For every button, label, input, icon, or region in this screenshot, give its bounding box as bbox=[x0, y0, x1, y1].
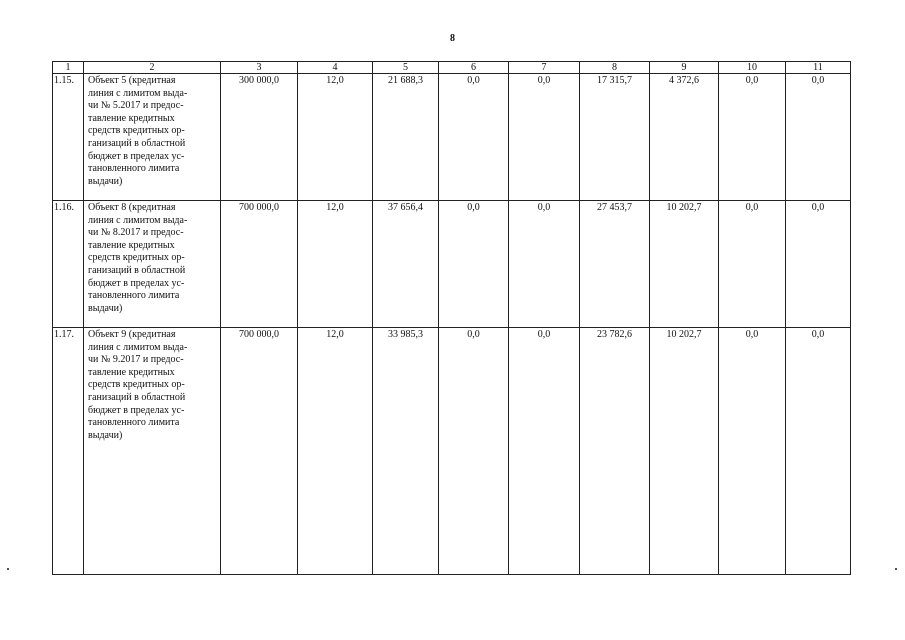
value-cell: 33 985,3 bbox=[373, 328, 439, 575]
value-cell: 300 000,0 bbox=[221, 74, 298, 201]
value-cell: 0,0 bbox=[439, 201, 509, 328]
value-cell: 0,0 bbox=[439, 328, 509, 575]
column-number-cell: 3 bbox=[221, 62, 298, 74]
scan-mark-right bbox=[895, 568, 897, 570]
column-number-cell: 7 bbox=[509, 62, 580, 74]
page-number: 8 bbox=[450, 33, 455, 44]
column-number-cell: 6 bbox=[439, 62, 509, 74]
value-cell: 0,0 bbox=[719, 74, 786, 201]
table-row bbox=[53, 74, 851, 201]
value-cell: 700 000,0 bbox=[221, 201, 298, 328]
column-number-cell: 8 bbox=[580, 62, 650, 74]
budget-table bbox=[52, 61, 851, 575]
object-description-cell: Объект 9 (кредитная линия с лимитом выда- чи № 9.2017 и предос- тавление кредитных средств кредитных ор- ганизаций в областной бюджет в пределах ус- тановленного лимита выдачи) bbox=[84, 328, 221, 575]
value-cell: 700 000,0 bbox=[221, 328, 298, 575]
value-cell: 21 688,3 bbox=[373, 74, 439, 201]
value-cell: 37 656,4 bbox=[373, 201, 439, 328]
column-number-cell: 9 bbox=[650, 62, 719, 74]
value-cell: 12,0 bbox=[298, 201, 373, 328]
table-row bbox=[53, 201, 851, 328]
value-cell: 0,0 bbox=[786, 74, 851, 201]
value-cell: 12,0 bbox=[298, 328, 373, 575]
scan-mark-left bbox=[7, 568, 9, 570]
column-number-cell: 4 bbox=[298, 62, 373, 74]
column-number-cell: 11 bbox=[786, 62, 851, 74]
column-number-header-row bbox=[53, 62, 851, 74]
value-cell: 0,0 bbox=[439, 74, 509, 201]
value-cell: 0,0 bbox=[786, 328, 851, 575]
column-number-cell: 1 bbox=[53, 62, 84, 74]
value-cell: 27 453,7 bbox=[580, 201, 650, 328]
row-number-cell: 1.15. bbox=[53, 74, 84, 201]
column-number-cell: 2 bbox=[84, 62, 221, 74]
column-number-cell: 10 bbox=[719, 62, 786, 74]
row-number-cell: 1.16. bbox=[53, 201, 84, 328]
object-description-cell: Объект 8 (кредитная линия с лимитом выда- чи № 8.2017 и предос- тавление кредитных средств кредитных ор- ганизаций в областной бюджет в пределах ус- тановленного лимита выдачи) bbox=[84, 201, 221, 328]
table-body bbox=[53, 62, 851, 575]
column-number-cell: 5 bbox=[373, 62, 439, 74]
value-cell: 10 202,7 bbox=[650, 328, 719, 575]
value-cell: 0,0 bbox=[509, 328, 580, 575]
table-row bbox=[53, 328, 851, 575]
value-cell: 12,0 bbox=[298, 74, 373, 201]
row-number-cell: 1.17. bbox=[53, 328, 84, 575]
value-cell: 10 202,7 bbox=[650, 201, 719, 328]
value-cell: 17 315,7 bbox=[580, 74, 650, 201]
value-cell: 0,0 bbox=[786, 201, 851, 328]
value-cell: 0,0 bbox=[509, 74, 580, 201]
object-description-cell: Объект 5 (кредитная линия с лимитом выда- чи № 5.2017 и предос- тавление кредитных средств кредитных ор- ганизаций в областной бюджет в пределах ус- тановленного лимита выдачи) bbox=[84, 74, 221, 201]
value-cell: 0,0 bbox=[719, 328, 786, 575]
value-cell: 23 782,6 bbox=[580, 328, 650, 575]
value-cell: 0,0 bbox=[509, 201, 580, 328]
value-cell: 0,0 bbox=[719, 201, 786, 328]
value-cell: 4 372,6 bbox=[650, 74, 719, 201]
